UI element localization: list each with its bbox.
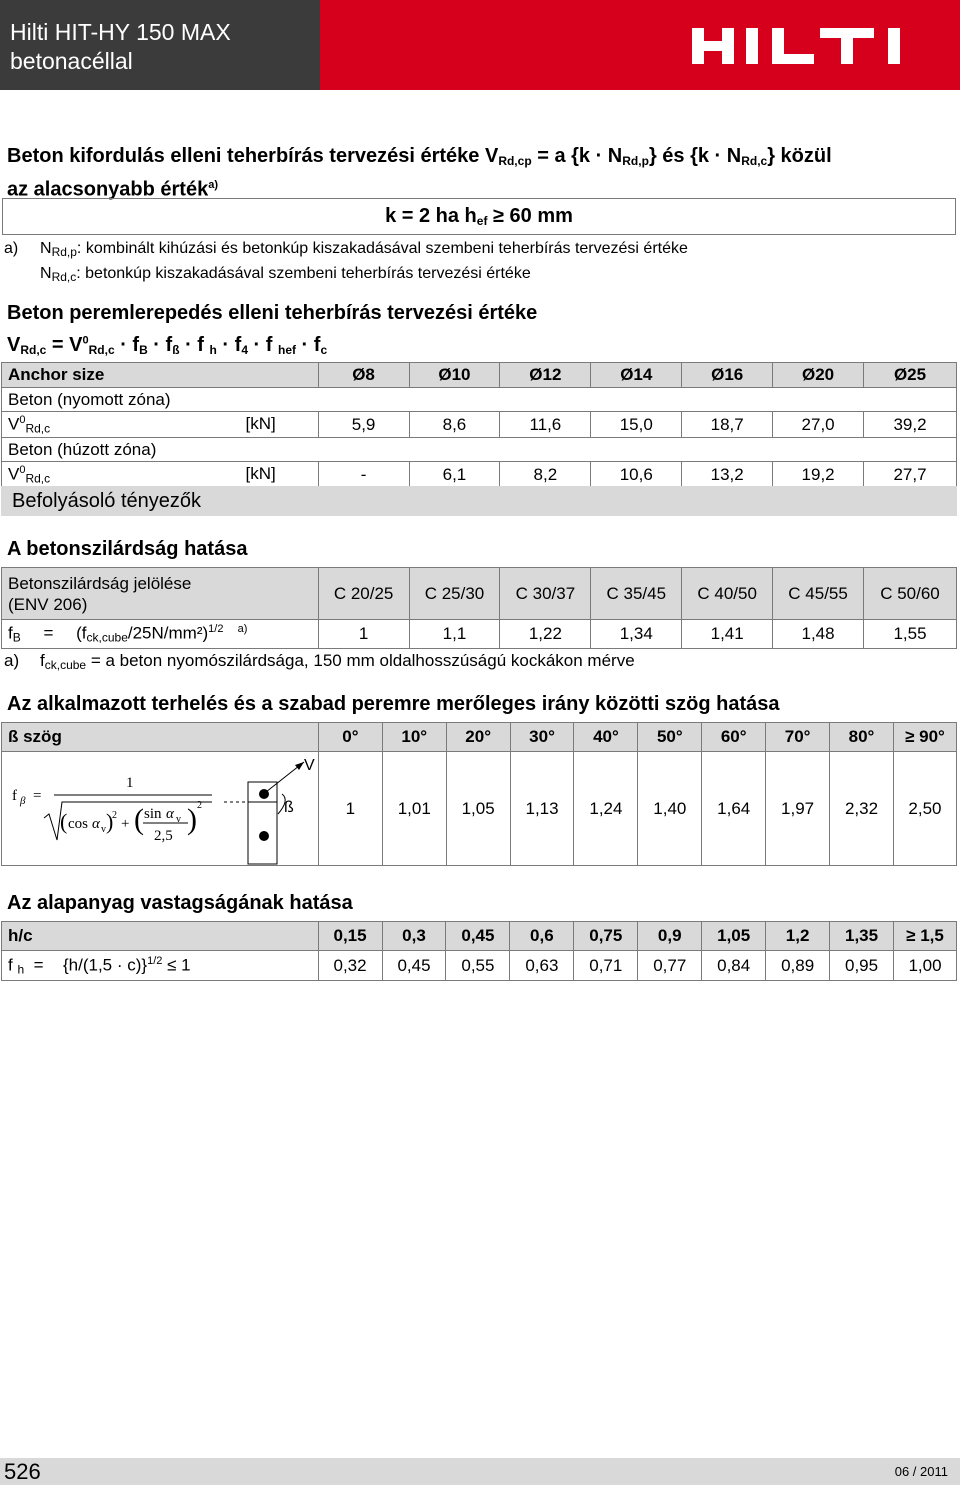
- value-cell: 27,7: [864, 462, 957, 488]
- angle-cell: 0°: [319, 723, 383, 752]
- angle-cell: 50°: [638, 723, 702, 752]
- value-cell: 1,05: [446, 752, 510, 866]
- value-cell: 2,50: [893, 752, 956, 866]
- table-header-row: [2, 922, 957, 951]
- page-footer: [0, 1458, 960, 1485]
- angle-cell: 30°: [510, 723, 574, 752]
- angle-cell: 20°: [446, 723, 510, 752]
- svg-text:(: (: [134, 803, 144, 836]
- value-cell: 1,24: [574, 752, 638, 866]
- size-cell: Ø25: [864, 363, 957, 388]
- value-cell: 8,2: [500, 462, 591, 488]
- angle-heading: Az alkalmazott terhelés és a szabad peremre merőleges irány közötti szög hatása: [7, 693, 780, 715]
- svg-text:): ): [187, 803, 197, 836]
- value-cell: 0,84: [702, 951, 766, 981]
- value-cell: 0,77: [638, 951, 702, 981]
- page-number: 526: [4, 1459, 41, 1484]
- ratio-cell: 0,75: [574, 922, 638, 951]
- angle-cell: 40°: [574, 723, 638, 752]
- angle-formula: [2, 752, 318, 865]
- value-cell: 0,55: [446, 951, 510, 981]
- value-cell: 27,0: [773, 412, 864, 438]
- ratio-cell: 0,3: [382, 922, 446, 951]
- table-header-row: [2, 568, 957, 620]
- value-cell: 0,32: [318, 951, 382, 981]
- value-cell: 1,22: [500, 620, 591, 649]
- svg-text:=: =: [33, 788, 42, 804]
- value-cell: 1,34: [591, 620, 682, 649]
- concrete-table: [1, 567, 957, 649]
- class-cell: C 20/25: [318, 568, 409, 620]
- class-cell: C 50/60: [864, 568, 957, 620]
- thickness-table: [1, 921, 957, 981]
- row-label: $V^0_{Rd,c}$ [kN]: [2, 462, 319, 488]
- table-row: [2, 388, 957, 412]
- table-row: [2, 412, 957, 438]
- ratio-cell: 0,6: [510, 922, 574, 951]
- angle-formula-cell: [2, 752, 319, 866]
- fb-formula: $f_B = (f_{ck,cube}/25N/mm^2)^{1/2}$ $^{a)}$: [2, 620, 319, 649]
- edge-load-diagram: [224, 757, 315, 864]
- angle-cell: ≥ 90°: [893, 723, 956, 752]
- value-cell: 10,6: [591, 462, 682, 488]
- svg-text:2,5: 2,5: [154, 828, 173, 844]
- value-cell: 11,6: [500, 412, 591, 438]
- value-cell: 1,00: [894, 951, 957, 981]
- svg-text:α: α: [166, 806, 174, 822]
- title-line2: betonacéllal: [10, 48, 133, 74]
- anchor-size-label: Anchor size: [2, 363, 319, 388]
- value-cell: 1,1: [409, 620, 500, 649]
- edge-table: [1, 362, 957, 488]
- table-row: [2, 462, 957, 488]
- ratio-label: h/c: [2, 922, 319, 951]
- hilti-logo: [692, 28, 942, 64]
- page-header: [0, 0, 960, 90]
- value-cell: -: [318, 462, 409, 488]
- value-cell: 0,95: [830, 951, 894, 981]
- document-title: [10, 18, 231, 76]
- svg-text:v: v: [176, 814, 181, 825]
- value-cell: 6,1: [409, 462, 500, 488]
- value-cell: 5,9: [318, 412, 409, 438]
- ratio-cell: 0,15: [318, 922, 382, 951]
- pryout-notes: a) $N_{Rd,p}$: kombinált kihúzási és betonkúp kiszakadásával szembeni teherbírás tervezési értéke $N_{Rd,c}$: betonkúp kiszakadásával szembeni teherbírás tervezési értéke: [4, 240, 688, 284]
- concrete-heading: A betonszilárdság hatása: [7, 538, 248, 560]
- edge-heading: Beton peremlerepedés elleni teherbírás tervezési értéke: [7, 302, 538, 324]
- value-cell: 1,64: [702, 752, 766, 866]
- angle-table: [1, 722, 957, 866]
- pryout-heading: Beton kifordulás elleni teherbírás tervezési értéke $V_{Rd,cp} = a$ $\{k \cdot N_{Rd,p}\}$ és $\{k \cdot N_{Rd,c}\}$ közül az alacsonyabb érték$^{a)}$: [7, 145, 832, 201]
- table-header-row: [2, 363, 957, 388]
- value-cell: 39,2: [864, 412, 957, 438]
- value-cell: 1: [319, 752, 383, 866]
- value-cell: 1,13: [510, 752, 574, 866]
- value-cell: 0,45: [382, 951, 446, 981]
- k-factor-box: k = 2 ha $h_{ef} \ge 60$ mm: [2, 198, 956, 235]
- svg-text:2: 2: [112, 810, 117, 821]
- value-cell: 0,63: [510, 951, 574, 981]
- svg-text:): ): [106, 809, 114, 834]
- thickness-heading: Az alapanyag vastagságának hatása: [7, 892, 353, 914]
- value-cell: 1: [318, 620, 409, 649]
- value-cell: 1,41: [682, 620, 773, 649]
- value-cell: 15,0: [591, 412, 682, 438]
- angle-label: ß szög: [2, 723, 319, 752]
- size-cell: Ø12: [500, 363, 591, 388]
- svg-text:v: v: [101, 824, 106, 835]
- ratio-cell: 0,9: [638, 922, 702, 951]
- angle-cell: 80°: [830, 723, 894, 752]
- angle-cell: 60°: [702, 723, 766, 752]
- value-cell: 19,2: [773, 462, 864, 488]
- svg-text:f: f: [12, 788, 17, 804]
- svg-text:+: +: [121, 816, 130, 832]
- value-cell: 1,48: [773, 620, 864, 649]
- size-cell: Ø20: [773, 363, 864, 388]
- table-row: [2, 951, 957, 981]
- value-cell: 18,7: [682, 412, 773, 438]
- edge-formula: $V_{Rd,c} = V^0_{Rd,c} \cdot f_B \cdot f_ß \cdot f$ $_h \cdot f_4 \cdot f$ $_{hef} \cdot f_c$: [7, 334, 328, 357]
- class-cell: C 45/55: [773, 568, 864, 620]
- class-label: Betonszilárdság jelölése (ENV 206): [2, 568, 319, 620]
- svg-text:1: 1: [126, 775, 134, 791]
- section-label: Beton (nyomott zóna): [2, 388, 957, 412]
- size-cell: Ø10: [409, 363, 500, 388]
- value-cell: 1,01: [382, 752, 446, 866]
- value-cell: 1,55: [864, 620, 957, 649]
- table-header-row: [2, 723, 957, 752]
- value-cell: 8,6: [409, 412, 500, 438]
- table-row: [2, 752, 957, 866]
- class-cell: C 30/37: [500, 568, 591, 620]
- ratio-cell: 1,2: [766, 922, 830, 951]
- size-cell: Ø14: [591, 363, 682, 388]
- value-cell: 13,2: [682, 462, 773, 488]
- svg-text:V: V: [304, 757, 315, 774]
- logo-text: HILTI: [692, 28, 695, 29]
- concrete-note: a) $f_{ck,cube} = a$ beton nyomószilárdsága, 150 mm oldalhosszúságú kockákon mérve: [4, 651, 635, 672]
- value-cell: 0,71: [574, 951, 638, 981]
- class-cell: C 25/30: [409, 568, 500, 620]
- ratio-cell: 0,45: [446, 922, 510, 951]
- table-row: [2, 620, 957, 649]
- table-row: [2, 438, 957, 462]
- section-label: Beton (húzott zóna): [2, 438, 957, 462]
- fh-formula: f $_h = \{h/(1,5 \cdot c)\}^{1/2} \le 1$: [2, 951, 319, 981]
- svg-text:α: α: [92, 816, 100, 832]
- svg-text:cos: cos: [68, 816, 88, 832]
- svg-text:β: β: [20, 795, 26, 807]
- value-cell: 1,40: [638, 752, 702, 866]
- page-date: 06 / 2011: [894, 1464, 948, 1479]
- angle-cell: 70°: [766, 723, 830, 752]
- value-cell: 2,32: [830, 752, 894, 866]
- size-cell: Ø16: [682, 363, 773, 388]
- class-cell: C 40/50: [682, 568, 773, 620]
- svg-text:sin: sin: [144, 806, 162, 822]
- influencing-factors-band: [1, 486, 957, 516]
- svg-text:2: 2: [197, 800, 202, 811]
- ratio-cell: 1,05: [702, 922, 766, 951]
- value-cell: 0,89: [766, 951, 830, 981]
- ratio-cell: 1,35: [830, 922, 894, 951]
- svg-text:(: (: [60, 809, 68, 834]
- size-cell: Ø8: [318, 363, 409, 388]
- value-cell: 1,97: [766, 752, 830, 866]
- row-label: $V^0_{Rd,c}$ [kN]: [2, 412, 319, 438]
- title-line1: Hilti HIT-HY 150 MAX: [10, 19, 231, 45]
- ratio-cell: ≥ 1,5: [894, 922, 957, 951]
- svg-text:ß: ß: [284, 799, 294, 816]
- influencing-factors-label: Befolyásoló tényezők: [12, 490, 202, 512]
- class-cell: C 35/45: [591, 568, 682, 620]
- angle-cell: 10°: [382, 723, 446, 752]
